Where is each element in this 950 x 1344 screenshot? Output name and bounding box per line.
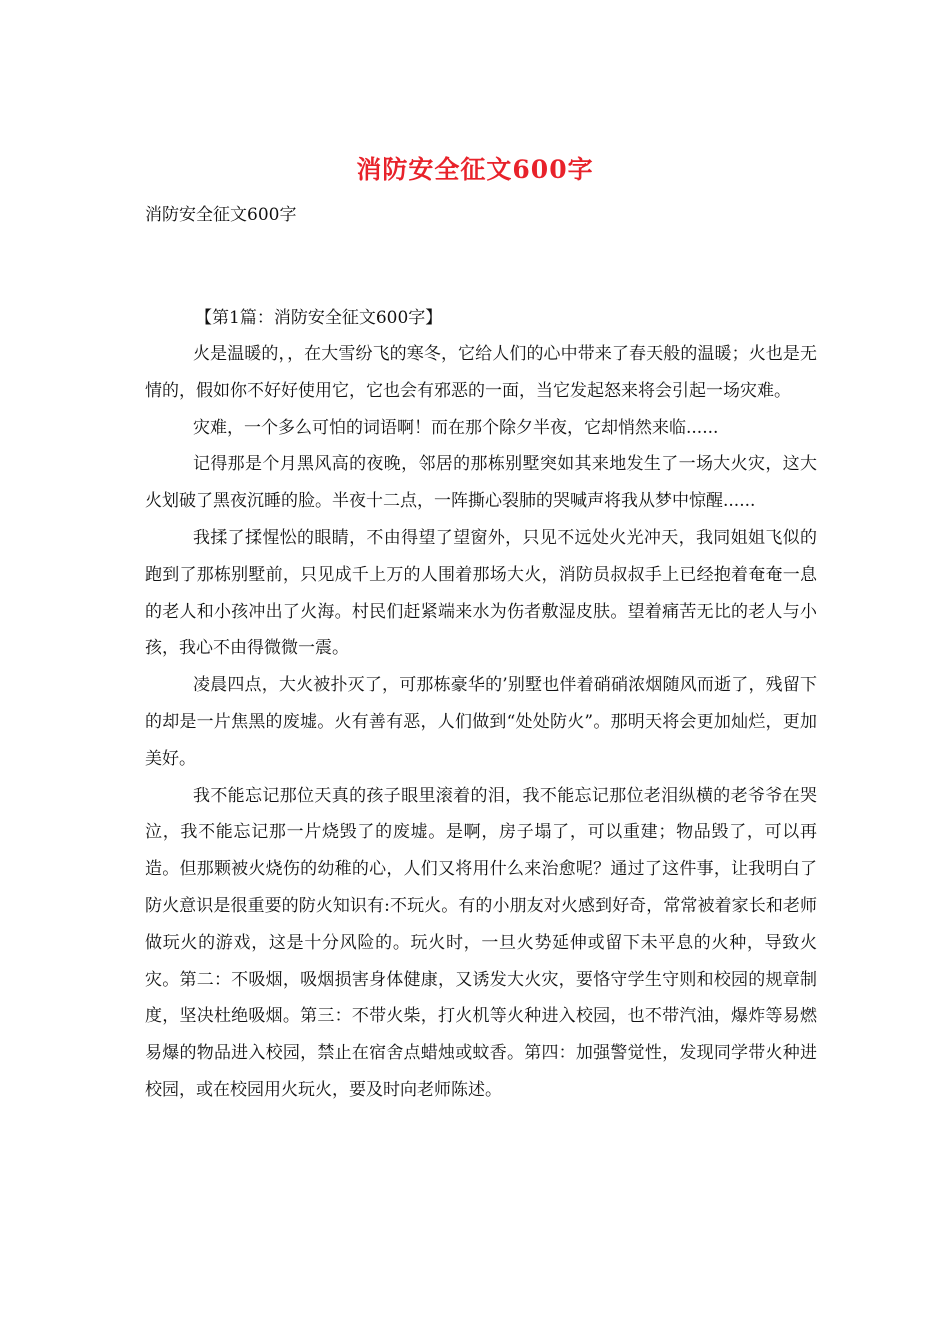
paragraph-5: 凌晨四点，大火被扑灭了，可那栋豪华的’别墅也伴着硝硝浓烟随风而逝了，残留下的却是一片焦黑的废墟。火有善有恶，人们做到“处处防火”。那明天将会更加灿烂，更加美好。: [145, 675, 817, 769]
chapter-heading: 【第1篇：消防安全征文600字】: [195, 308, 443, 328]
paragraph-6: 我不能忘记那位天真的孩子眼里滚着的泪，我不能忘记那位老泪纵横的老爷爷在哭泣，我不能忘记那一片烧毁了的废墟。是啊，房子塌了，可以重建；物品毁了，可以再造。但那颗被火烧伤的幼稚的心，人们又将用什么来治愈呢？通过了这件事，让我明白了防火意识是很重要的防火知识有:不玩火。有的小朋友对火感到好奇，常常被着家长和老师做玩火的游戏，这是十分风险的。玩火时，一旦火势延伸或留下未平息的火种，导致火灾。第二：不吸烟，吸烟损害身体健康，又诱发大火灾，要恪守学生守则和校园的规章制度，坚决杜绝吸烟。第三：不带火柴，打火机等火种进入校园，也不带汽油，爆炸等易燃易爆的物品进入校园，禁止在宿舍点蜡烛或蚊香。第四：加强警觉性，发现同学带火种进校园，或在校园用火玩火，要及时向老师陈述。: [145, 785, 817, 1100]
paragraph-4: 我揉了揉惺忪的眼睛，不由得望了望窗外，只见不远处火光冲天，我同姐姐飞似的跑到了那栋别墅前，只见成千上万的人围着那场大火，消防员叔叔手上已经抱着奄奄一息的老人和小孩冲出了火海。村民们赶紧端来水为伤者敷湿皮肤。望着痛苦无比的老人与小孩，我心不由得微微一震。: [145, 527, 817, 659]
document-subtitle: 消防安全征文600字: [145, 205, 297, 225]
document-title: 消防安全征文600字: [356, 155, 594, 184]
paragraph-2: 灾难，一个多么可怕的词语啊！而在那个除夕半夜，它却悄然来临......: [193, 417, 719, 438]
paragraph-3: 记得那是个月黑风高的夜晚，邻居的那栋别墅突如其来地发生了一场大火灾，这大火划破了黑夜沉睡的脸。半夜十二点，一阵撕心裂肺的哭喊声将我从梦中惊醒......: [145, 454, 817, 512]
document-body: [145, 300, 817, 1109]
paragraph-1: 火是温暖的，，在大雪纷飞的寒冬，它给人们的心中带来了春天般的温暖；火也是无情的，假如你不好好使用它，它也会有邪恶的一面，当它发起怒来将会引起一场灾难。: [145, 344, 817, 401]
